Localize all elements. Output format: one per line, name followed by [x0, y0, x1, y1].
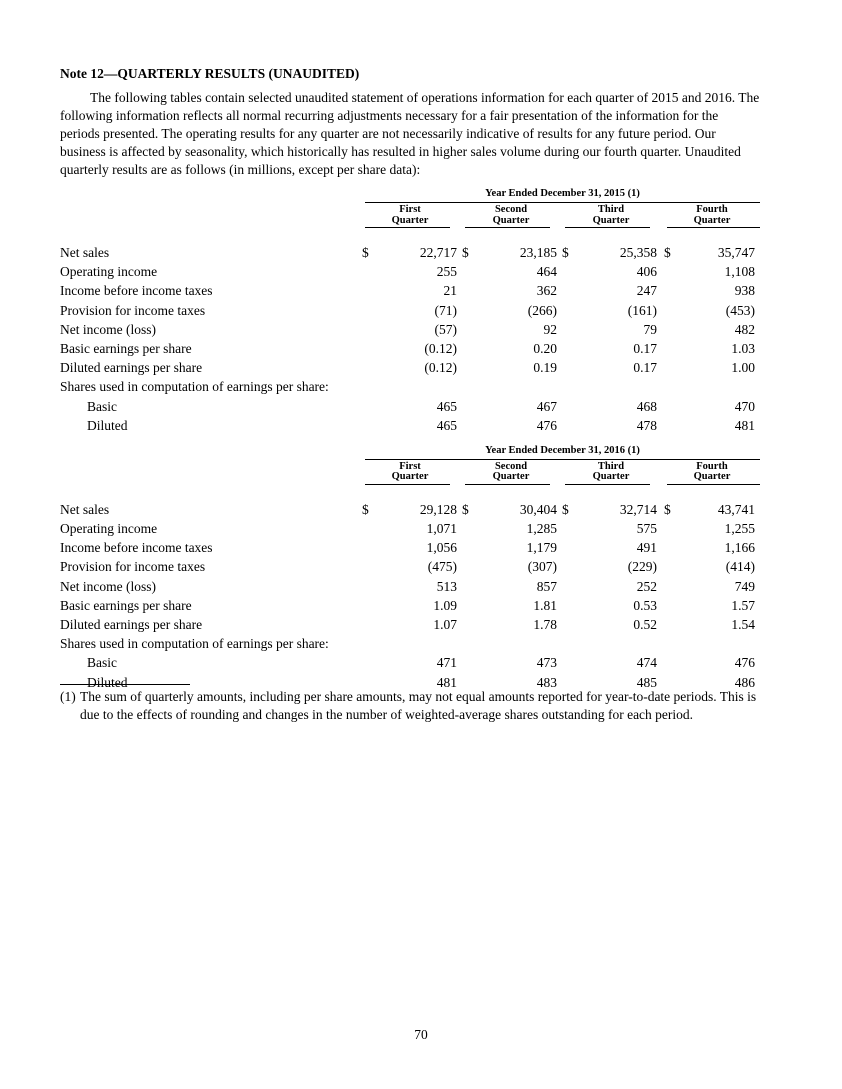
cell-value: 483 — [536, 674, 557, 690]
cell-value: 23,185 — [519, 245, 557, 260]
table-row — [60, 557, 760, 576]
cell-value: 247 — [636, 283, 657, 299]
title-rule — [365, 459, 760, 460]
row-label: Diluted earnings per share — [60, 360, 203, 376]
cell-value: 485 — [636, 674, 657, 690]
column-header — [677, 462, 747, 483]
cell-value: 749 — [734, 578, 755, 594]
cell-value: 92 — [543, 321, 557, 337]
column-header-line: First — [399, 460, 421, 472]
table-header — [60, 445, 760, 500]
column-header — [576, 462, 646, 483]
column-rule — [565, 484, 650, 485]
cell-value: 1.03 — [731, 340, 755, 356]
currency-symbol: $ — [664, 501, 671, 517]
cell-value: 1,179 — [526, 540, 557, 556]
footnote-rule — [60, 684, 190, 685]
cell-value: 465 — [436, 398, 457, 414]
currency-symbol: $ — [562, 245, 569, 260]
cell-value: 0.53 — [633, 597, 657, 613]
footnote — [60, 688, 760, 724]
cell-value: 471 — [436, 655, 457, 671]
cell-value: 481 — [734, 417, 755, 433]
cell-value: (161) — [627, 302, 657, 318]
row-label: Operating income — [60, 521, 158, 537]
cell-value: 0.17 — [633, 340, 657, 356]
row-label: Net sales — [60, 245, 110, 260]
cell-value: 1,166 — [724, 540, 755, 556]
column-header — [375, 205, 445, 226]
table-row — [60, 281, 760, 300]
table-row — [60, 653, 760, 672]
cell-value: 30,404 — [519, 501, 557, 517]
table-row — [60, 634, 760, 653]
column-header-line: Quarter — [391, 471, 429, 483]
cell-value: 474 — [636, 655, 657, 671]
table-row — [60, 416, 760, 435]
row-label: Basic — [87, 398, 117, 414]
cell-value: 255 — [436, 264, 457, 280]
cell-value: 575 — [636, 521, 657, 537]
column-rule — [365, 227, 450, 228]
cell-value: (229) — [627, 559, 657, 575]
cell-value: (71) — [434, 302, 457, 318]
cell-value: 25,358 — [619, 245, 657, 260]
table-row — [60, 500, 760, 519]
cell-value: 0.19 — [533, 360, 557, 376]
row-label: Operating income — [60, 264, 158, 280]
currency-symbol: $ — [562, 501, 569, 517]
row-label: Provision for income taxes — [60, 559, 206, 575]
cell-value: 467 — [536, 398, 557, 414]
table-row — [60, 243, 760, 262]
cell-value: 1.00 — [731, 360, 755, 376]
table-row — [60, 538, 760, 557]
column-header — [476, 462, 546, 483]
table-row — [60, 339, 760, 358]
cell-value: 1,255 — [724, 521, 755, 537]
column-header-line: Quarter — [492, 471, 530, 483]
cell-value: 362 — [536, 283, 557, 299]
cell-value: 0.20 — [533, 340, 557, 356]
currency-symbol: $ — [664, 245, 671, 260]
page-body — [60, 66, 760, 692]
row-label: Net income (loss) — [60, 321, 156, 337]
cell-value: 252 — [636, 578, 657, 594]
quarterly-table-2015 — [60, 188, 760, 435]
column-header — [576, 205, 646, 226]
table-title: Year Ended December 31, 2016 (1) — [485, 444, 640, 456]
cell-value: 43,741 — [717, 501, 755, 517]
table-row — [60, 397, 760, 416]
cell-value: 486 — [734, 674, 755, 690]
cell-value: 938 — [734, 283, 755, 299]
table-row — [60, 615, 760, 634]
cell-value: (453) — [725, 302, 755, 318]
cell-value: 1,056 — [426, 540, 457, 556]
column-header-line: Third — [597, 460, 625, 472]
column-rule — [365, 484, 450, 485]
table-row — [60, 377, 760, 396]
quarterly-table-2016 — [60, 445, 760, 692]
cell-value: 1.57 — [731, 597, 755, 613]
cell-value: 406 — [636, 264, 657, 280]
title-rule — [365, 202, 760, 203]
column-header — [375, 462, 445, 483]
column-header-line: Second — [494, 460, 528, 472]
column-header-line: Fourth — [696, 204, 728, 215]
cell-value: (57) — [434, 321, 457, 337]
table-title: Year Ended December 31, 2015 (1) — [485, 188, 640, 199]
cell-value: 1.09 — [433, 597, 457, 613]
column-header — [677, 205, 747, 226]
cell-value: 476 — [536, 417, 557, 433]
row-label: Basic earnings per share — [60, 340, 192, 356]
cell-value: (475) — [427, 559, 457, 575]
cell-value: 32,714 — [619, 501, 657, 517]
table-row — [60, 577, 760, 596]
column-header-line: Quarter — [592, 214, 630, 226]
page-number: 70 — [414, 1027, 428, 1042]
column-header-line: Second — [494, 204, 528, 215]
cell-value: 22,717 — [419, 245, 457, 260]
cell-value: 473 — [536, 655, 557, 671]
cell-value: (0.12) — [424, 340, 457, 356]
cell-value: 1.07 — [433, 617, 457, 632]
row-label: Net sales — [60, 501, 110, 517]
cell-value: 513 — [436, 578, 457, 594]
row-label: Provision for income taxes — [60, 302, 206, 318]
table-row — [60, 519, 760, 538]
cell-value: 1.81 — [533, 597, 557, 613]
cell-value: 1,285 — [526, 521, 557, 537]
cell-value: 1,071 — [426, 521, 457, 537]
table-row — [60, 596, 760, 615]
cell-value: 79 — [643, 321, 657, 337]
intro-paragraph: The following tables contain selected unaudited statement of operations information for each quarter of 2015 and 2016. The following information reflects all normal recurring adjustments necessary for a fair presentation of the information for the periods presented. The operating results for any quarter are not necessarily indicative of results for any future period. Our business is affected by seasonality, which historically has resulted in higher sales volume during our fourth quarter. Unaudited quarterly results are as follows (in millions, except per share data): — [60, 90, 760, 177]
column-header-line: Quarter — [592, 471, 630, 483]
cell-value: (414) — [725, 559, 755, 575]
cell-value: 464 — [536, 264, 557, 280]
cell-value: 21 — [443, 283, 457, 299]
cell-value: 0.17 — [633, 360, 657, 376]
cell-value: 491 — [636, 540, 657, 556]
column-rule — [667, 227, 760, 228]
column-header — [476, 205, 546, 226]
cell-value: 1,108 — [724, 264, 755, 280]
row-label: Income before income taxes — [60, 540, 213, 556]
cell-value: 1.78 — [533, 617, 557, 632]
row-label: Diluted — [87, 674, 128, 690]
table-row — [60, 320, 760, 339]
cell-value: (307) — [527, 559, 557, 575]
cell-value: 0.52 — [633, 617, 657, 632]
row-label: Net income (loss) — [60, 578, 156, 594]
column-header-line: Quarter — [693, 471, 731, 483]
column-header-line: Fourth — [696, 460, 728, 472]
currency-symbol: $ — [362, 245, 369, 260]
cell-value: 476 — [734, 655, 755, 671]
currency-symbol: $ — [462, 501, 469, 517]
column-header-line: Quarter — [693, 214, 731, 226]
cell-value: 857 — [536, 578, 557, 594]
cell-value: 468 — [636, 398, 657, 414]
column-header-line: Third — [597, 204, 625, 215]
column-header-line: First — [399, 204, 421, 215]
cell-value: (266) — [527, 302, 557, 318]
column-header-line: Quarter — [492, 214, 530, 226]
column-rule — [667, 484, 760, 485]
column-rule — [565, 227, 650, 228]
cell-value: 1.54 — [731, 617, 755, 632]
row-label: Basic earnings per share — [60, 597, 192, 613]
footnote-text: The sum of quarterly amounts, including per share amounts, may not equal amounts reported for year-to-date periods. This is due to the effects of rounding and changes in the number of weighted-average shares outstanding for each period. — [80, 689, 757, 722]
table-header — [60, 188, 760, 243]
table-row — [60, 358, 760, 377]
cell-value: 465 — [436, 417, 457, 433]
cell-value: 478 — [636, 417, 657, 433]
table-row — [60, 262, 760, 281]
currency-symbol: $ — [462, 245, 469, 260]
footnote-number: (1) — [60, 689, 76, 704]
cell-value: (0.12) — [424, 360, 457, 376]
cell-value: 482 — [734, 321, 755, 337]
column-header-line: Quarter — [391, 214, 429, 226]
cell-value: 29,128 — [419, 501, 457, 517]
row-label: Diluted earnings per share — [60, 617, 203, 632]
row-label: Income before income taxes — [60, 283, 213, 299]
table-row — [60, 301, 760, 320]
cell-value: 470 — [734, 398, 755, 414]
cell-value: 35,747 — [717, 245, 755, 260]
cell-value: 481 — [436, 674, 457, 690]
currency-symbol: $ — [362, 501, 369, 517]
row-label: Basic — [87, 655, 117, 671]
row-label: Shares used in computation of earnings per share: — [60, 379, 329, 395]
row-label: Shares used in computation of earnings per share: — [60, 636, 329, 652]
note-title: Note 12—QUARTERLY RESULTS (UNAUDITED) — [60, 66, 360, 81]
column-rule — [465, 227, 550, 228]
row-label: Diluted — [87, 417, 128, 433]
column-rule — [465, 484, 550, 485]
